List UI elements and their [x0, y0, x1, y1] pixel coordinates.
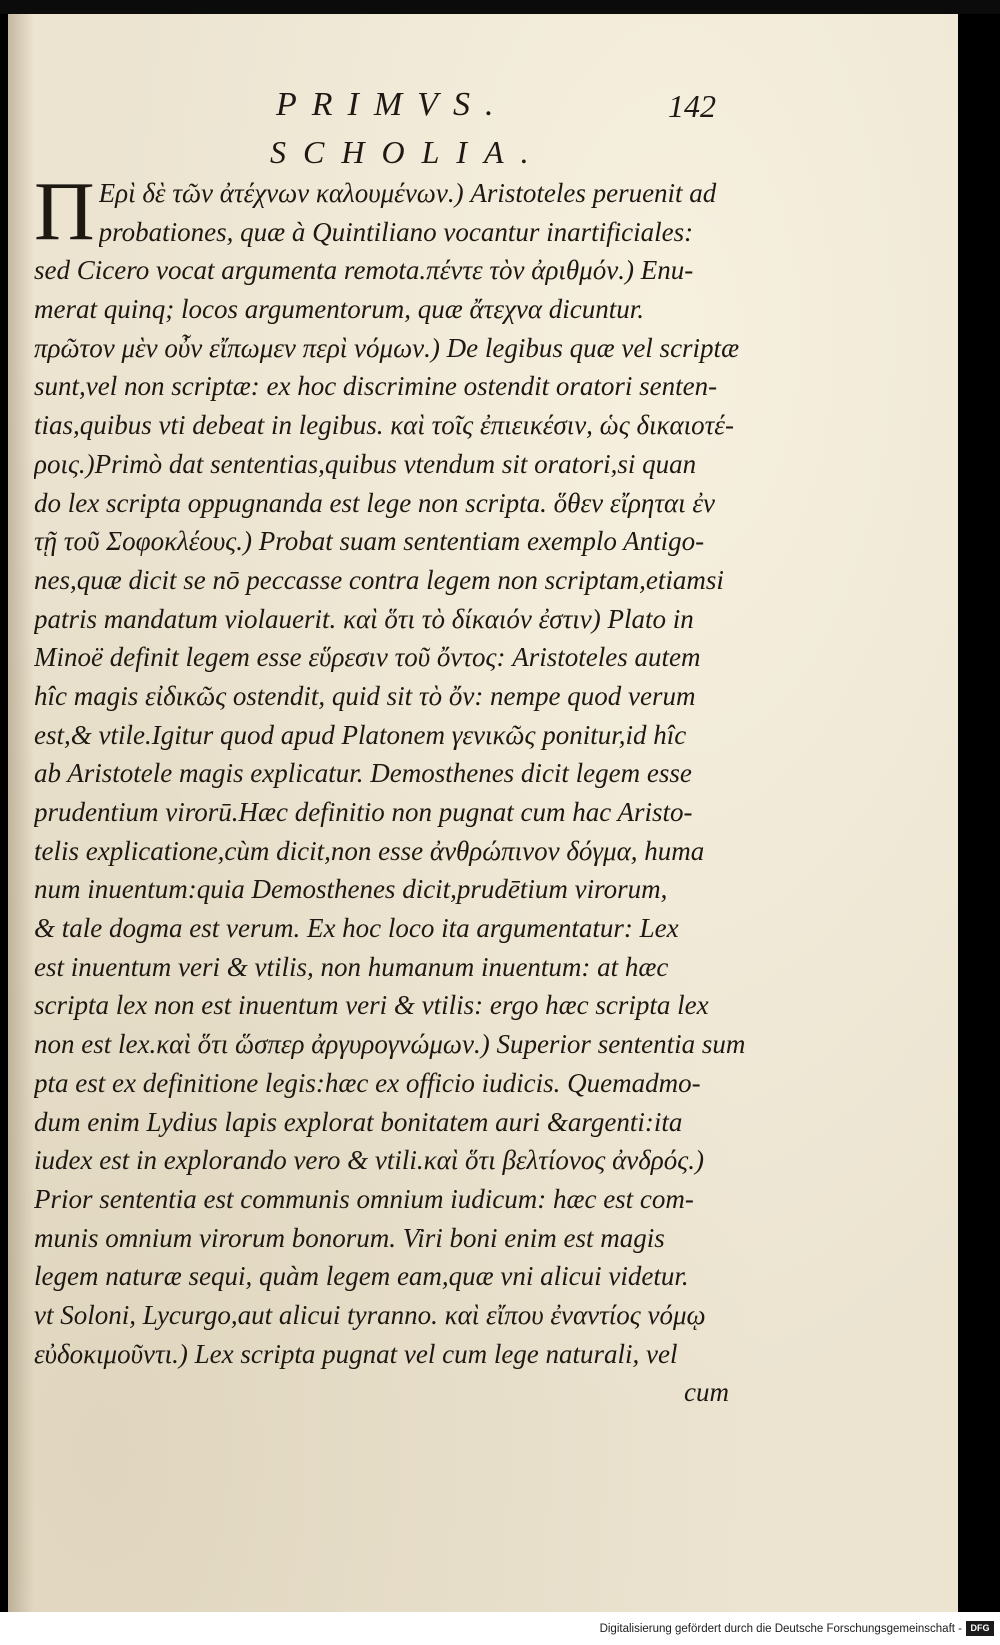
- text-line: ab Aristotele magis explicatur. Demosthenes dicit legem esse: [34, 758, 692, 789]
- text-line: pta est ex definitione legis:hæc ex officio iudicis. Quemadmo-: [34, 1067, 701, 1098]
- text-line: vt Soloni, Lycurgo,aut alicui tyranno. καὶ εἴπου ἐναντίος νόμῳ: [34, 1299, 706, 1330]
- text-line: nes,quæ dicit se nō peccasse contra legem non scriptam,etiamsi: [34, 564, 724, 595]
- running-title: PRIMVS.: [276, 86, 509, 123]
- text-line: telis explicatione,cùm dicit,non esse ἀνθρώπινον δόγμα, huma: [34, 835, 705, 866]
- text-line: do lex scripta oppugnanda est lege non scripta. ὅθεν εἴρηται ἐν: [34, 487, 716, 518]
- text-line: εὐδοκιμοῦντι.) Lex scripta pugnat vel cum lege naturali, vel: [34, 1338, 678, 1369]
- section-title: SCHOLIA.: [270, 134, 546, 170]
- catchword: cum: [684, 1377, 729, 1408]
- text-line: sed Cicero vocat argumenta remota.πέντε τὸν ἀριθμόν.) Enu-: [34, 255, 694, 286]
- scan-top-border: [0, 0, 1000, 14]
- text-line: tias,quibus vti debeat in legibus. καὶ τοῖς ἐπιεικέσιν, ὡς δικαιοτέ-: [34, 410, 734, 441]
- text-line: probationes, quæ à Quintiliano vocantur inartificiales:: [98, 216, 694, 247]
- text-line: non est lex.καὶ ὅτι ὥσπερ ἀργυρογνώμων.) Superior sententia sum: [34, 1029, 746, 1060]
- body-text: [34, 165, 774, 1412]
- text-line: ροις.)Primò dat sententias,quibus vtendum sit oratori,si quan: [34, 448, 697, 479]
- text-line: Prior sententia est communis omnium iudicum: hæc est com-: [34, 1183, 694, 1214]
- text-line: scripta lex non est inuentum veri & vtilis: ergo hæc scripta lex: [34, 990, 709, 1021]
- text-line: num inuentum:quia Demosthenes dicit,prudētium virorum,: [34, 874, 668, 905]
- dfg-logo: DFG: [966, 1621, 994, 1636]
- digitization-footer: [0, 1612, 1000, 1645]
- text-line: patris mandatum violauerit. καὶ ὅτι τὸ δίκαιόν ἐστιν) Plato in: [34, 603, 694, 634]
- text-line: est inuentum veri & vtilis, non humanum inuentum: at hæc: [34, 951, 669, 982]
- drop-cap: Π: [34, 165, 95, 258]
- text-line: & tale dogma est verum. Ex hoc loco ita argumentatur: Lex: [34, 913, 679, 944]
- text-line: iudex est in explorando vero & vtili.καὶ ὅτι βελτίονος ἀνδρός.): [34, 1145, 704, 1176]
- funding-credit: Digitalisierung gefördert durch die Deutsche Forschungsgemeinschaft -: [599, 1623, 962, 1635]
- text-line: dum enim Lydius lapis explorat bonitatem auri &argenti:ita: [34, 1106, 683, 1137]
- text-line: Ερὶ δὲ τῶν ἀτέχνων καλουμένων.) Aristoteles peruenit ad: [98, 178, 717, 208]
- text-line: hîc magis εἰδικῶς ostendit, quid sit τὸ ὄν: nempe quod verum: [34, 680, 696, 711]
- text-line: prudentium virorū.Hæc definitio non pugnat cum hac Aristo-: [34, 797, 693, 827]
- text-line: πρῶτον μὲν οὖν εἴπωμεν περὶ νόμων.) De legibus quæ vel scriptæ: [34, 332, 740, 363]
- page-gutter-shadow: [8, 14, 34, 1612]
- text-line: est,& vtile.Igitur quod apud Platonem γενικῶς ponitur,id hîc: [34, 719, 687, 750]
- page-number: 142: [668, 88, 716, 124]
- text-line: merat quinq; locos argumentorum, quæ ἄτεχνα dicuntur.: [34, 294, 644, 325]
- text-line: munis omnium virorum bonorum. Viri boni enim est magis: [34, 1222, 665, 1253]
- text-line: legem naturæ sequi, quàm legem eam,quæ vni alicui videtur.: [34, 1261, 689, 1292]
- text-line: τῇ τοῦ Σοφοκλέους.) Probat suam sententiam exemplo Antigo-: [34, 526, 705, 557]
- text-line: Minoë definit legem esse εὕρεσιν τοῦ ὄντος: Aristoteles autem: [34, 642, 701, 673]
- text-line: sunt,vel non scriptæ: ex hoc discrimine ostendit oratori senten-: [34, 371, 718, 402]
- book-page: [8, 14, 958, 1612]
